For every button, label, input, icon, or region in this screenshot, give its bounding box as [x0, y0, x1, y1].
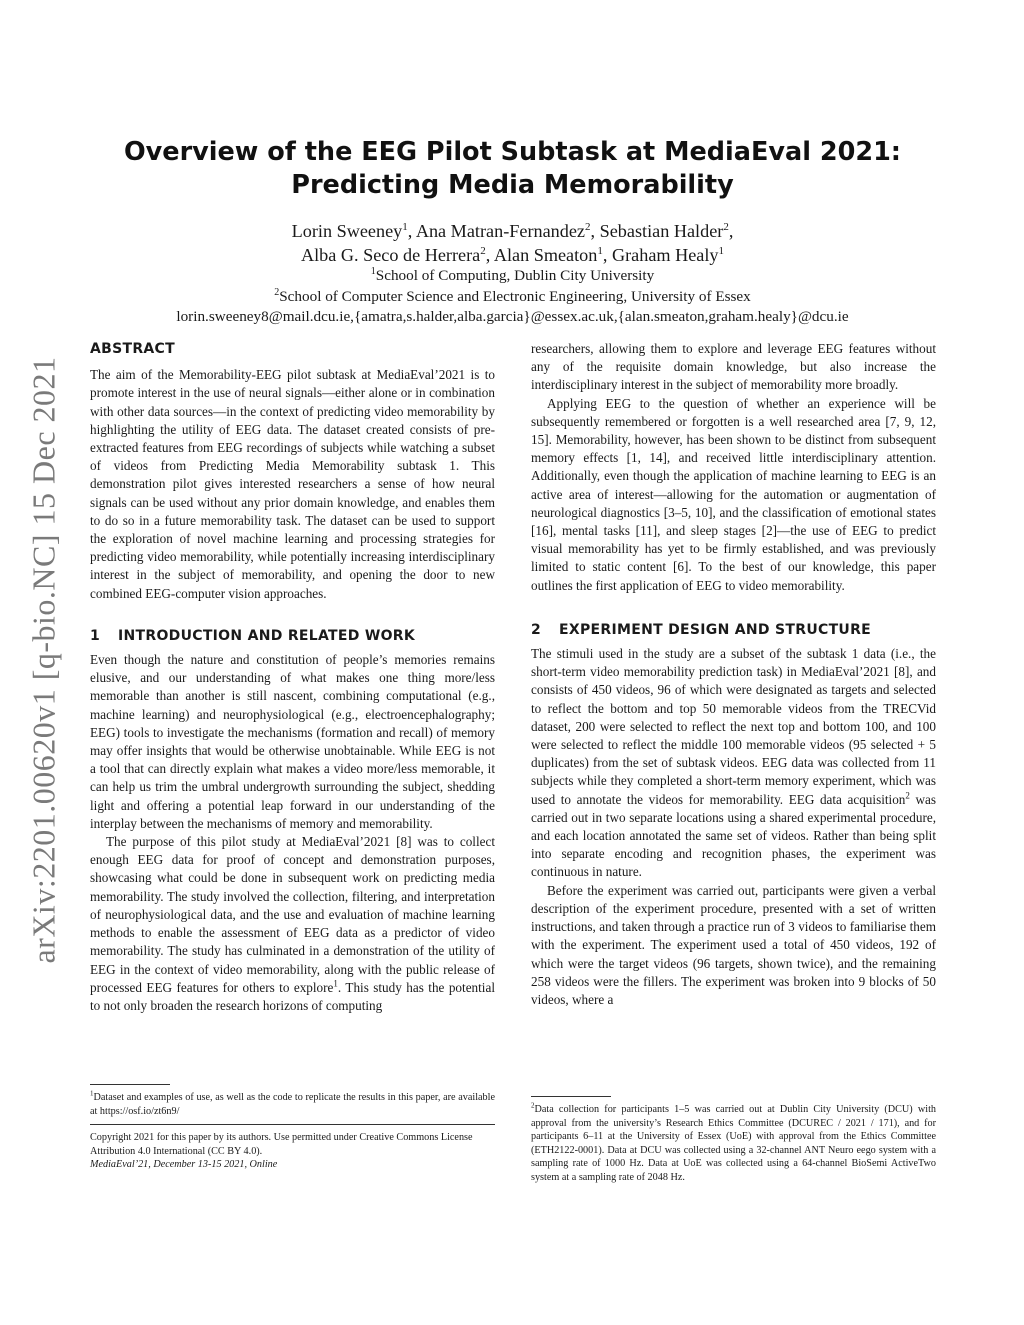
section-title: EXPERIMENT DESIGN AND STRUCTURE — [559, 621, 872, 638]
section-1-paragraph-2-continued: researchers, allowing them to explore and leverage EEG features without any of the requisite domain knowledge, but also increase the interdisciplinary interest in the subject of memorability more broadly. — [531, 341, 936, 393]
copyright-block — [90, 1124, 495, 1172]
paper-title — [90, 136, 935, 202]
section-number: 1 — [90, 627, 101, 644]
affiliation-2 — [90, 287, 935, 307]
section-2-heading — [531, 621, 936, 639]
author-name: Sebastian Halder — [599, 221, 724, 241]
author-name: Lorin Sweeney — [291, 221, 403, 241]
author-emails: lorin.sweeney8@mail.dcu.ie,{amatra,s.halder,alba.garcia}@essex.ac.uk,{alan.smeaton,graham.healy}@dcu.ie — [176, 308, 849, 325]
right-column — [531, 340, 936, 1009]
author-separator: , — [602, 245, 612, 265]
footnote-mark: 2 — [905, 790, 910, 801]
paragraph-text: was carried out in two separate locations using a shared experimental procedure, and each location annotated the same set of videos. Rather than being split into separate encoding and recognition phases, the experiment was continuous in nature. — [531, 791, 936, 880]
author-name: Ana Matran-Fernandez — [415, 221, 585, 241]
footnote-mark: 1 — [90, 1089, 94, 1098]
author-affil-mark: 1 — [597, 244, 603, 257]
author-affil-mark: 2 — [480, 244, 486, 257]
title-line-1: Overview of the EEG Pilot Subtask at MediaEval 2021: — [123, 137, 902, 167]
author-name: Graham Healy — [611, 245, 719, 265]
author-separator: , — [728, 221, 734, 241]
footnote-1 — [90, 1084, 495, 1118]
section-number: 2 — [531, 621, 542, 638]
copyright-text: Copyright 2021 for this paper by its authors. Use permitted under Creative Commons License Attribution 4.0 International (CC BY 4.0). — [90, 1132, 473, 1157]
footnote-2 — [531, 1096, 936, 1184]
footnote-rule — [531, 1096, 611, 1097]
author-separator: , — [407, 221, 416, 241]
copyright-rule — [90, 1124, 495, 1125]
footnote-1-text — [90, 1091, 495, 1118]
author-line-2 — [90, 243, 935, 267]
affiliation-text: School of Computing, Dublin City University — [375, 267, 655, 284]
footnote-body: Data collection for participants 1–5 was carried out at Dublin City University (DCU) with approval from the university’s Research Ethics Committee (DCUREC / 2021 / 171), and for participants 6–11 at the University of Essex (UoE) with approval from the Ethics Committee (ETH2122-0001). Data at DCU was collected using a 32-channel ANT Neuro eego system with a sampling rate of 1000 Hz. Data at UoE was collected using a 64-channel BioSemi ActiveTwo system at a sampling rate of 2048 Hz. — [531, 1104, 936, 1183]
section-title: INTRODUCTION AND RELATED WORK — [118, 627, 416, 644]
arxiv-stamp — [20, 340, 68, 980]
abstract-text: The aim of the Memorability-EEG pilot subtask at MediaEval’2021 is to promote interest in the use of neural signals—either alone or in combination with other data sources—in the context of predicting video memorability by highlighting the utility of EEG data. The dataset created consists of pre-extracted features from EEG recordings of subjects while watching a subset of videos from Predicting Media Memorability subtask 1. This demonstration pilot gives interested researchers a sense of how neural signals can be used without any prior domain knowledge, and enables them to do so in a future memorability task. The dataset can be used to support the exploration of novel machine learning and processing strategies for predicting video memorability, while potentially increasing interdisciplinary interest in the subject of memorability, and opening the door to new combined EEG-computer vision approaches. — [90, 367, 495, 601]
abstract-heading: ABSTRACT — [90, 341, 175, 357]
footnote-2-text — [531, 1103, 936, 1184]
title-line-2: Predicting Media Memorability — [291, 170, 734, 200]
arxiv-identifier: arXiv:2201.00620v1 [q-bio.NC] 15 Dec 2021 — [25, 356, 62, 964]
affiliation-mark: 1 — [370, 265, 376, 277]
author-affil-mark: 1 — [718, 244, 725, 257]
section-1-paragraph-3: Applying EEG to the question of whether an experience will be subsequently remembered or forgotten is a well researched area [7, 9, 12, 15]. Memorability, however, has been shown to be distinct from subsequent memory effects [1, 14], and received little interdisciplinary attention. Additionally, even though the application of machine learning to EEG is an active area of interest—allowing for the automation or augmentation of neurological diagnostics [3–5, 10], and the classification of emotional states [16], mental tasks [11], and sleep stages [2]—the use of EEG to predict visual memorability has yet to be firmly established, and was previously limited to static content [6]. To the best of our knowledge, this paper outlines the first application of EEG to video memorability. — [531, 395, 936, 593]
footnote-mark: 2 — [531, 1101, 535, 1110]
venue-line: MediaEval’21, December 13-15 2021, Online — [90, 1159, 278, 1170]
paragraph-text: The stimuli used in the study are a subset of the subtask 1 data (i.e., the short-term video memorability prediction task) in MediaEval’2021 [8], and consists of 450 videos, 96 of which were designated as targets and selected to reflect the bottom and top 50 memorable videos from the TRECVid dataset, 200 were selected to reflect the next top and bottom 100, and 100 were selected to reflect the middle 100 memorable videos (95 selected + 5 duplicates) from the set of subtask videos. EEG data was collected from 11 subjects while they completed a short-term memory experiment, which was used to annotate the videos for memorability. EEG data acquisition — [531, 646, 936, 807]
author-affil-mark: 2 — [723, 220, 729, 233]
paragraph-text: . This study has the potential to not only broaden the research horizons of computing — [90, 979, 495, 1013]
author-line-1 — [90, 219, 935, 243]
affiliation-1 — [90, 266, 935, 286]
section-2-paragraph-2: Before the experiment was carried out, participants were given a verbal description of the experiment procedure, presented with a set of written instructions, and taken through a practice run of 3 videos to familiarise them with the experiment. The experiment used a total of 450 videos, 192 of which were the target videos (96 targets, shown twice), and the remaining 258 videos were the fillers. The experiment was broken into 9 blocks of 50 videos, where a — [531, 882, 936, 1007]
footnote-body: Dataset and examples of use, as well as the code to replicate the results in this paper, are available at https://osf.io/zt6n9/ — [90, 1092, 495, 1117]
section-2-paragraph-1 — [531, 645, 936, 882]
paragraph-text: The purpose of this pilot study at MediaEval’2021 [8] was to collect enough EEG data for proof of concept and demonstration purposes, showcasing what could be done in subsequent work on predicting media memorability. The study involved the collection, filtering, and interpretation of neurophysiological data, and the use and evaluation of machine learning methods to enable the assessment of EEG data as a predictor of video memorability. The study has culminated in a demonstration of the utility of EEG in the context of video memorability, along with the public release of processed EEG features for others to explore — [90, 834, 495, 995]
left-column — [90, 340, 495, 1015]
footnote-mark: 1 — [333, 978, 338, 989]
affiliation-mark: 2 — [274, 286, 280, 298]
affiliation-text: School of Computer Science and Electronic Engineering, University of Essex — [279, 288, 751, 305]
section-1-paragraph-1: Even though the nature and constitution of people’s memories remains elusive, and our understanding of what makes one thing more/less memorable than another is still nascent, combining computational (e.g., machine learning) and neurophysiological (e.g., electroencephalography; EEG) tools to investigate the mechanisms (formation and recall) of memory may offer insights that would be otherwise unobtainable. While EEG is not a tool that can directly explain what makes a video more/less memorable, it can help us trim the umbral undergrowth surrounding the subject, shedding light and offering a potential leap forward in our understanding of the interplay between the mechanisms of memory and memorability. — [90, 652, 495, 831]
author-name: Alba G. Seco de Herrera — [300, 245, 481, 265]
author-name: Alan Smeaton — [493, 245, 598, 265]
author-separator: , — [485, 245, 494, 265]
author-affil-mark: 2 — [585, 220, 591, 233]
section-1-paragraph-2 — [90, 833, 495, 1015]
footnote-rule — [90, 1084, 170, 1085]
section-1-heading — [90, 627, 495, 645]
author-list — [90, 219, 935, 267]
author-affil-mark: 1 — [402, 220, 408, 233]
author-separator: , — [590, 221, 600, 241]
